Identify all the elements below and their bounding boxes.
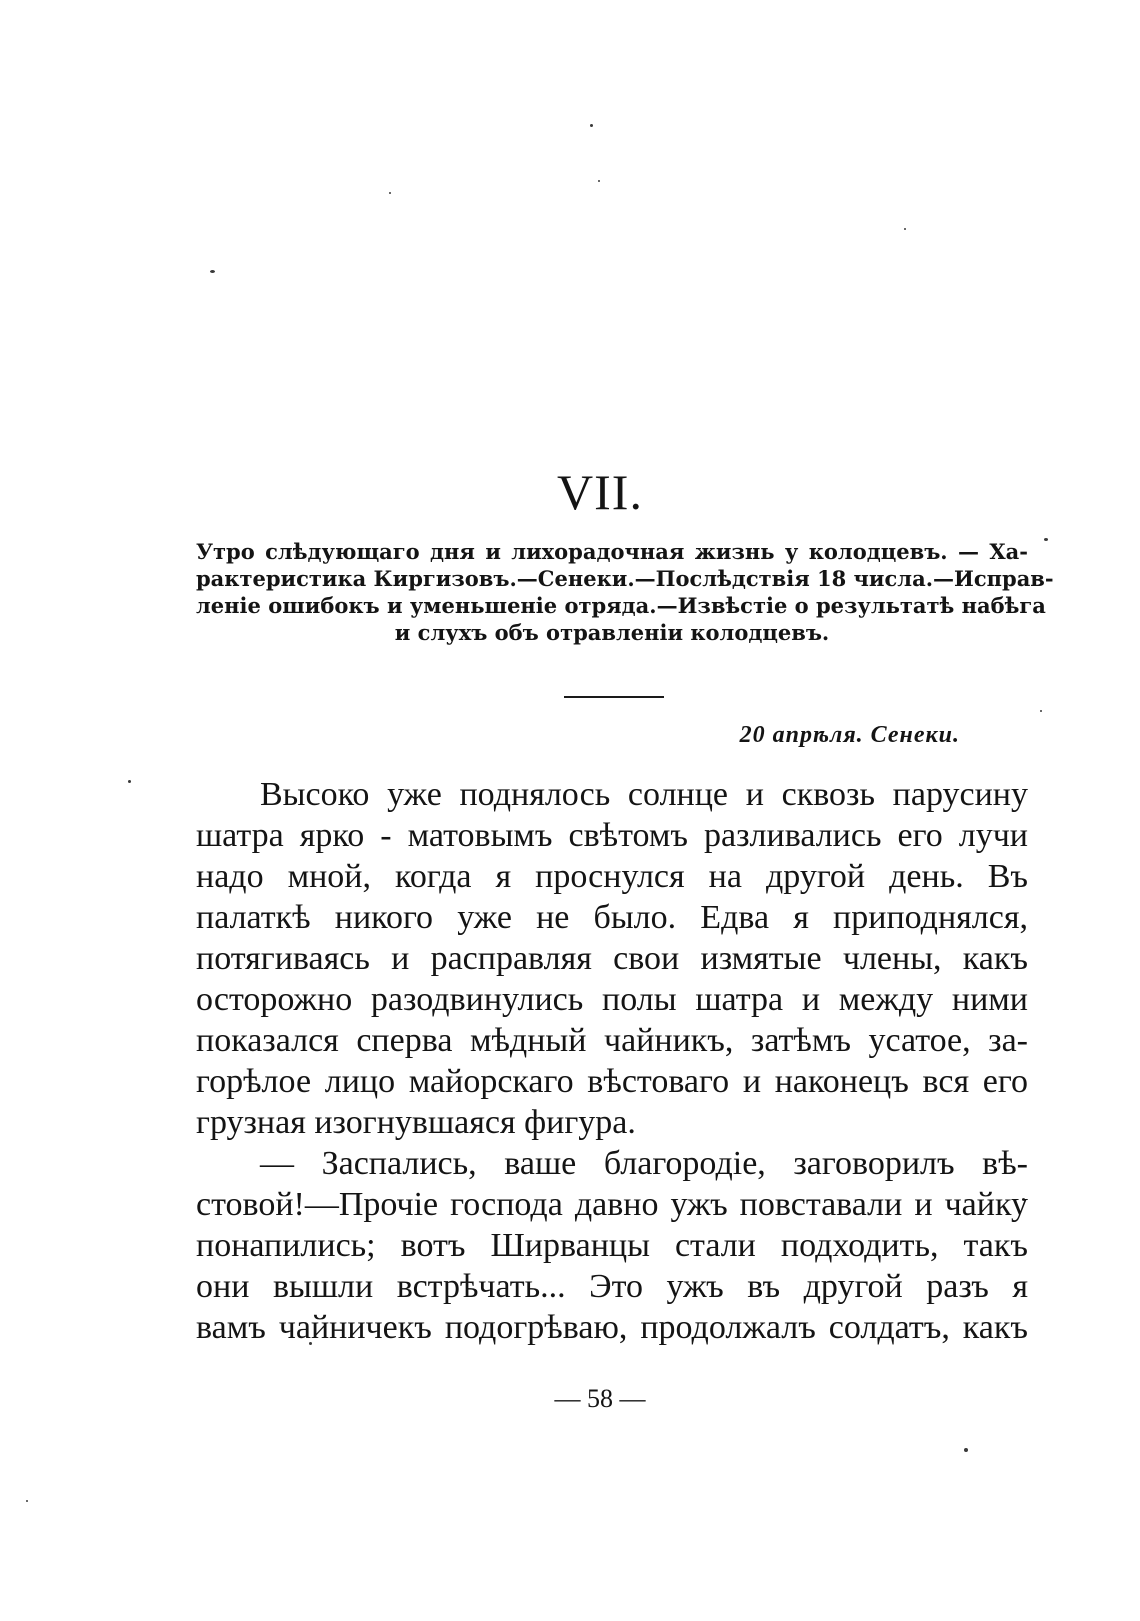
body-line: надо мной, когда я проснулся на другой день. Въ	[196, 858, 1028, 895]
body-line: палаткѣ никого уже не было. Едва я приподнялся,	[196, 899, 1028, 936]
chapter-number: VII.	[557, 464, 643, 520]
scan-speck	[389, 192, 391, 194]
dateline: 20 апрѣля. Сенеки.	[739, 722, 960, 748]
scan-speck	[210, 270, 215, 273]
scan-speck	[590, 124, 593, 127]
body-line: стовой!—Прочіе господа давно ужъ повставали и чайку	[196, 1186, 1028, 1223]
summary-line: рактеристика Киргизовъ.—Сенеки.—Послѣдствія 18 числа.—Исправ-	[196, 566, 1054, 591]
body-line: Высоко уже поднялось солнце и сквозь парусину	[260, 776, 1028, 813]
scan-speck	[904, 228, 906, 230]
scan-speck	[26, 1500, 28, 1502]
body-line: понапились; вотъ Ширванцы стали подходить, такъ	[196, 1227, 1028, 1264]
body-line: вамъ чайничекъ подогрѣваю, продолжалъ солдатъ, какъ	[196, 1309, 1028, 1346]
body-line: они вышли встрѣчать... Это ужъ въ другой разъ я	[196, 1268, 1028, 1305]
summary-line: и слухъ объ отравленіи колодцевъ.	[394, 620, 830, 645]
scan-speck	[128, 780, 131, 783]
summary-line: Утро слѣдующаго дня и лихорадочная жизнь у колодцевъ. — Ха-	[196, 539, 1028, 564]
body-line: горѣлое лицо майорскаго вѣстоваго и наконецъ вся его	[196, 1063, 1028, 1100]
scan-speck	[598, 180, 600, 182]
section-divider	[564, 696, 664, 698]
body-text	[196, 774, 1028, 1348]
body-line: шатра ярко - матовымъ свѣтомъ разливались его лучи	[196, 817, 1028, 854]
scan-speck	[1040, 710, 1042, 712]
scan-speck	[964, 1448, 968, 1452]
body-line: осторожно разодвинулись полы шатра и между ними	[196, 981, 1028, 1018]
scan-speck	[1044, 538, 1048, 541]
summary-line: леніе ошибокъ и уменьшеніе отряда.—Извѣстіе о результатѣ набѣга	[196, 593, 1046, 618]
body-line: показался сперва мѣдный чайникъ, затѣмъ усатое, за-	[196, 1022, 1028, 1059]
body-line: грузная изогнувшаяся фигура.	[196, 1104, 636, 1141]
page-number: — 58 —	[554, 1384, 646, 1413]
body-line: — Заспались, ваше благородіе, заговорилъ вѣ-	[260, 1145, 1028, 1182]
body-line: потягиваясь и расправляя свои измятые члены, какъ	[196, 940, 1028, 977]
chapter-summary	[196, 538, 1054, 646]
